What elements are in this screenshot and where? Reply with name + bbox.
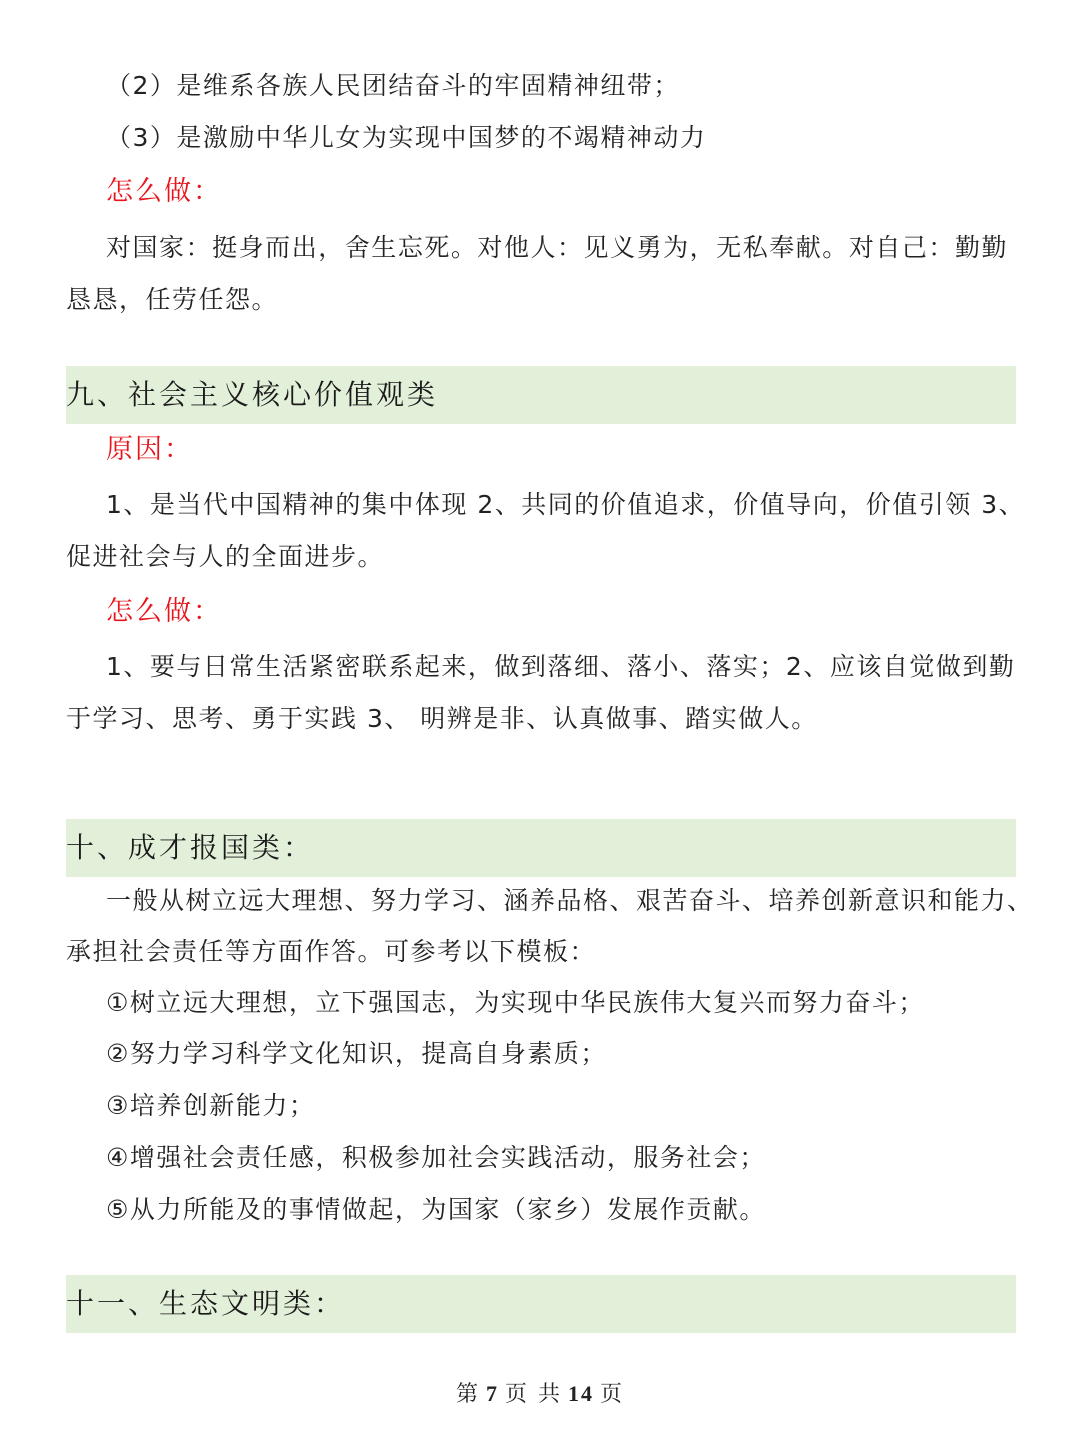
list-item: ③培养创新能力； — [106, 1091, 316, 1120]
section-heading-band — [66, 819, 1016, 877]
intro-text-line: 一般从树立远大理想、努力学习、涵养品格、艰苦奋斗、培养创新意识和能力、 — [106, 886, 1034, 915]
how-to-text-line: 于学习、思考、勇于实践 3、 明辨是非、认真做事、踏实做人。 — [66, 704, 818, 733]
footer-middle: 页 共 — [505, 1382, 562, 1407]
total-page-count: 14 — [568, 1381, 594, 1406]
how-to-heading: 怎么做： — [106, 176, 222, 207]
list-item: ⑤从力所能及的事情做起，为国家（家乡）发展作贡献。 — [106, 1195, 766, 1224]
current-page-number: 7 — [486, 1381, 499, 1406]
how-to-heading: 怎么做： — [106, 596, 222, 627]
how-to-text-line: 1、要与日常生活紧密联系起来，做到落细、落小、落实；2、应该自觉做到勤 — [106, 652, 1016, 681]
reason-text-line: 1、是当代中国精神的集中体现 2、共同的价值追求，价值导向，价值引领 3、 — [106, 490, 1026, 519]
list-item: ④增强社会责任感，积极参加社会实践活动，服务社会； — [106, 1143, 766, 1172]
how-to-text-line: 恳恳，任劳任怨。 — [66, 285, 279, 314]
section-title: 九、社会主义核心价值观类 — [66, 378, 439, 411]
section-title: 十一、生态文明类： — [66, 1287, 346, 1320]
list-item-2: （2）是维系各族人民团结奋斗的牢固精神纽带； — [106, 71, 680, 100]
list-item: ①树立远大理想，立下强国志，为实现中华民族伟大复兴而努力奋斗； — [106, 988, 925, 1017]
list-item: ②努力学习科学文化知识，提高自身素质； — [106, 1039, 607, 1068]
reason-text-line: 促进社会与人的全面进步。 — [66, 542, 385, 571]
list-item-3: （3）是激励中华儿女为实现中国梦的不竭精神动力 — [106, 123, 707, 152]
section-heading-band — [66, 1275, 1016, 1333]
intro-text-line: 承担社会责任等方面作答。可参考以下模板： — [66, 937, 597, 966]
footer-suffix: 页 — [600, 1382, 625, 1407]
section-heading-band — [66, 366, 1016, 424]
how-to-text-line: 对国家：挺身而出，舍生忘死。对他人：见义勇为，无私奉献。对自己：勤勤 — [106, 233, 1008, 262]
page-footer — [0, 1378, 1080, 1411]
reason-heading: 原因： — [106, 434, 193, 465]
footer-prefix: 第 — [455, 1382, 480, 1407]
section-title: 十、成才报国类： — [66, 831, 315, 864]
